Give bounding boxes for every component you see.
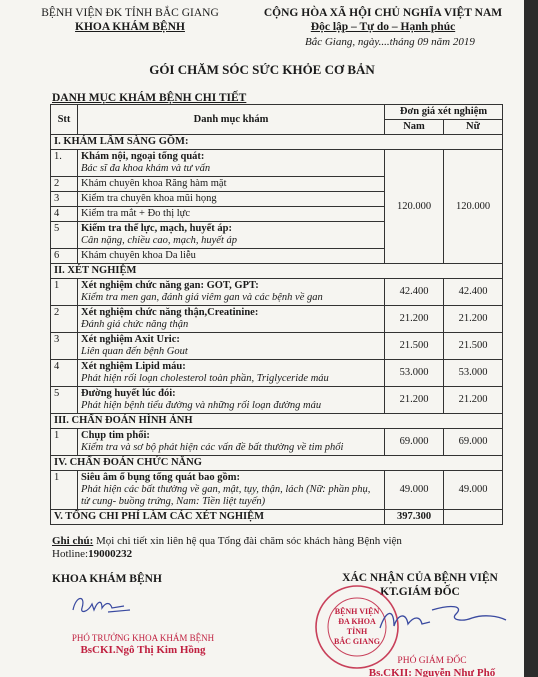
row-item bbox=[78, 306, 385, 333]
hotline-number: 19000232 bbox=[88, 548, 133, 560]
item-title: Chụp tim phổi: bbox=[81, 430, 150, 441]
document-date: Bắc Giang, ngày....tháng 09 năm 2019 bbox=[305, 36, 475, 48]
item-desc: Cân nặng, chiều cao, mạch, huyết áp bbox=[81, 235, 238, 246]
price-male: 69.000 bbox=[385, 429, 444, 456]
signer-right-role: PHÓ GIÁM ĐỐC bbox=[397, 656, 467, 666]
price-female: 53.000 bbox=[444, 360, 503, 387]
row-stt: 1 bbox=[51, 429, 78, 456]
total-row bbox=[51, 510, 503, 525]
price-female: 69.000 bbox=[444, 429, 503, 456]
table-row bbox=[51, 387, 503, 414]
row-item: Kiểm tra chuyên khoa mũi họng bbox=[78, 192, 385, 207]
total-value: 397.300 bbox=[385, 510, 444, 525]
col-female: Nữ bbox=[444, 120, 503, 135]
department-name: KHOA KHÁM BỆNH bbox=[75, 21, 185, 33]
signature-right-image bbox=[372, 600, 512, 640]
motto: Độc lập – Tự do – Hạnh phúc bbox=[310, 21, 456, 33]
row-item bbox=[78, 150, 385, 177]
price-male: 21.200 bbox=[385, 306, 444, 333]
price-female: 120.000 bbox=[444, 150, 503, 264]
row-item bbox=[78, 279, 385, 306]
document-title: GÓI CHĂM SÓC SỨC KHỎE CƠ BẢN bbox=[149, 62, 375, 77]
price-female: 42.400 bbox=[444, 279, 503, 306]
price-female: 49.000 bbox=[444, 471, 503, 510]
col-item: Danh mục khám bbox=[78, 105, 385, 135]
row-stt: 6 bbox=[51, 249, 78, 264]
stamp-line: ĐA KHOA bbox=[338, 617, 376, 626]
row-item bbox=[78, 429, 385, 456]
table-row bbox=[51, 306, 503, 333]
row-stt: 2 bbox=[51, 177, 78, 192]
item-title: Xét nghiệm Axit Uric: bbox=[81, 334, 180, 345]
row-stt: 5 bbox=[51, 387, 78, 414]
row-stt: 5 bbox=[51, 222, 78, 249]
price-table bbox=[50, 104, 503, 525]
signature-left-image bbox=[68, 590, 138, 620]
signer-right-block bbox=[352, 655, 512, 677]
section-subtitle: DANH MỤC KHÁM BỆNH CHI TIẾT bbox=[52, 92, 247, 104]
signature-left-title: KHOA KHÁM BỆNH bbox=[52, 573, 162, 585]
row-stt: 1. bbox=[51, 150, 78, 177]
item-desc: Phát hiện rối loạn cholesterol toàn phần, Triglyceride máu bbox=[81, 373, 329, 384]
row-item bbox=[78, 387, 385, 414]
table-row bbox=[51, 360, 503, 387]
price-male: 53.000 bbox=[385, 360, 444, 387]
table-row bbox=[51, 471, 503, 510]
total-empty bbox=[444, 510, 503, 525]
org-name: BỆNH VIỆN ĐK TỈNH BẮC GIANG bbox=[41, 7, 219, 19]
stamp-line: BẮC GIANG bbox=[333, 637, 380, 646]
item-desc: Phát hiện các bất thường về gan, mật, tụy, thận, lách (Nữ: phần phụ, tử cung- buồng trứng, Nam: Tiền liệt tuyến) bbox=[81, 484, 371, 507]
row-stt: 3 bbox=[51, 192, 78, 207]
item-desc: Kiểm tra và sơ bộ phát hiện các vấn đề bất thường về tim phổi bbox=[81, 442, 344, 453]
row-item: Khám chuyên khoa Da liễu bbox=[78, 249, 385, 264]
stamp-line: BỆNH VIỆN bbox=[334, 607, 380, 616]
price-male: 120.000 bbox=[385, 150, 444, 264]
row-item bbox=[78, 333, 385, 360]
stamp-line: TỈNH bbox=[346, 627, 368, 636]
price-male: 49.000 bbox=[385, 471, 444, 510]
row-stt: 1 bbox=[51, 279, 78, 306]
row-item bbox=[78, 360, 385, 387]
note-text: Mọi chi tiết xin liên hệ qua Tổng đài chăm sóc khách hàng Bệnh viện bbox=[93, 535, 402, 547]
item-title: Xét nghiệm chức năng thận,Creatinine: bbox=[81, 307, 259, 318]
organization-header bbox=[30, 6, 230, 34]
row-stt: 4 bbox=[51, 207, 78, 222]
price-female: 21.200 bbox=[444, 306, 503, 333]
signer-left-role: PHÓ TRƯỞNG KHOA KHÁM BỆNH bbox=[71, 633, 215, 643]
item-desc: Phát hiện bệnh tiểu đường và những rối loạn đường máu bbox=[81, 400, 322, 411]
item-title: Xét nghiệm Lipid máu: bbox=[81, 361, 186, 372]
nation-name: CỘNG HÒA XÃ HỘI CHỦ NGHĨA VIỆT NAM bbox=[263, 7, 503, 19]
section-label: I. KHÁM LÂM SÀNG GỒM: bbox=[51, 135, 503, 150]
item-desc: Kiểm tra men gan, đánh giá viêm gan và các bệnh về gan bbox=[81, 292, 323, 303]
price-male: 21.200 bbox=[385, 387, 444, 414]
table-row bbox=[51, 150, 503, 177]
note-label: Ghi chú: bbox=[52, 535, 94, 547]
section-row bbox=[51, 135, 503, 150]
item-desc: Liên quan đến bệnh Gout bbox=[81, 346, 188, 357]
signer-left-block bbox=[68, 632, 218, 656]
note bbox=[52, 535, 512, 561]
table-row bbox=[51, 333, 503, 360]
table-row bbox=[51, 429, 503, 456]
director-title: KT.GIÁM ĐỐC bbox=[380, 586, 460, 598]
signer-left-name: BsCKI.Ngô Thị Kim Hồng bbox=[80, 644, 206, 656]
row-stt: 1 bbox=[51, 471, 78, 510]
row-stt: 3 bbox=[51, 333, 78, 360]
row-item: Kiểm tra mắt + Đo thị lực bbox=[78, 207, 385, 222]
table-row bbox=[51, 279, 503, 306]
price-female: 21.500 bbox=[444, 333, 503, 360]
national-header bbox=[248, 6, 518, 34]
item-title: Khám nội, ngoại tổng quát: bbox=[81, 151, 205, 162]
price-female: 21.200 bbox=[444, 387, 503, 414]
item-desc: Bác sĩ đa khoa khám và tư vấn bbox=[81, 163, 211, 174]
signer-right-name: Bs.CKII: Nguyễn Như Phố bbox=[368, 667, 496, 677]
item-title: Đường huyết lúc đói: bbox=[81, 388, 176, 399]
item-title: Siêu âm ổ bụng tổng quát bao gồm: bbox=[81, 472, 240, 483]
total-label: V. TỔNG CHI PHÍ LÀM CÁC XÉT NGHIỆM bbox=[51, 510, 385, 525]
section-label: III. CHẨN ĐOÁN HÌNH ẢNH bbox=[51, 414, 503, 429]
section-label: II. XÉT NGHIỆM bbox=[51, 264, 503, 279]
col-male: Nam bbox=[385, 120, 444, 135]
item-desc: Đánh giá chức năng thận bbox=[81, 319, 189, 330]
item-title: Xét nghiệm chức năng gan: GOT, GPT: bbox=[81, 280, 259, 291]
price-male: 42.400 bbox=[385, 279, 444, 306]
row-item bbox=[78, 471, 385, 510]
section-label: IV. CHẨN ĐOÁN CHỨC NĂNG bbox=[51, 456, 503, 471]
confirm-title: XÁC NHẬN CỦA BỆNH VIỆN bbox=[342, 572, 498, 584]
col-stt: Stt bbox=[51, 105, 78, 135]
row-item: Khám chuyên khoa Răng hàm mặt bbox=[78, 177, 385, 192]
row-stt: 2 bbox=[51, 306, 78, 333]
row-stt: 4 bbox=[51, 360, 78, 387]
section-row bbox=[51, 456, 503, 471]
col-price: Đơn giá xét nghiệm bbox=[385, 105, 503, 120]
item-title: Kiểm tra thể lực, mạch, huyết áp: bbox=[81, 223, 232, 234]
row-item bbox=[78, 222, 385, 249]
price-male: 21.500 bbox=[385, 333, 444, 360]
hotline-label: Hotline: bbox=[52, 548, 89, 560]
section-row bbox=[51, 264, 503, 279]
section-row bbox=[51, 414, 503, 429]
